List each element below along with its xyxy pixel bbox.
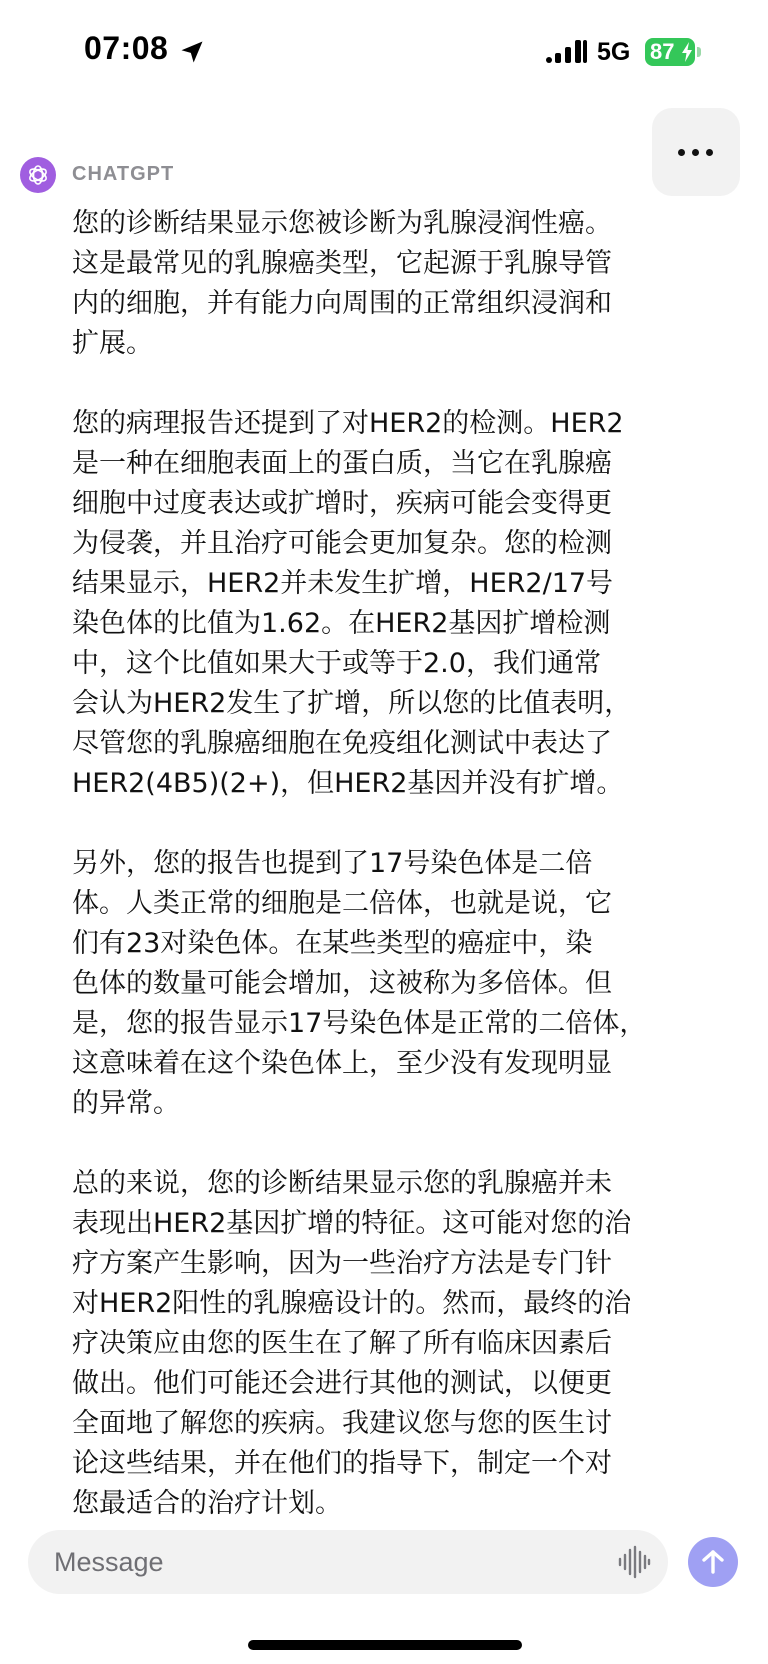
status-time: 07:08 [84,30,169,66]
openai-logo-icon [26,163,50,187]
message-paragraph: 另外，您的报告也提到了17号染色体是二倍 体。人类正常的细胞是二倍体，也就是说，它 们有23对染色体。在某些类型的癌症中，染 色体的数量可能会增加，这被称为多倍体。但 是，您的报告显示17号染色体是正常的二倍体， 这意味着在这个染色体上，至少没有发现明显 的异常。 [72,848,647,1119]
ellipsis-icon-dot [692,149,699,156]
assistant-message [72,204,720,1564]
message-composer [28,1530,668,1594]
message-paragraph: 您的诊断结果显示您被诊断为乳腺浸润性癌。 这是最常见的乳腺癌类型，它起源于乳腺导管 内的细胞，并有能力向周围的正常组织浸润和 扩展。 [72,208,612,359]
message-paragraph: 您的病理报告还提到了对HER2的检测。HER2 是一种在细胞表面上的蛋白质，当它在乳腺癌 细胞中过度表达或扩增时，疾病可能会变得更 为侵袭，并且治疗可能会更加复杂。您的检测 结果显示，HER2并未发生扩增，HER2/17号 染色体的比值为1.62。在HER2基因扩增检测 中，这个比值如果大于或等于2.0，我们通常 会认为HER2发生了扩增，所以您的比值表明， 尽管您的乳腺癌细胞在免疫组化测试中表达了 HER2(4B5)(2+)，但HER2基因并没有扩增。 [72,408,632,799]
battery-icon [645,38,695,66]
charging-bolt-icon [681,42,693,62]
voice-waveform-icon[interactable] [616,1544,652,1580]
arrow-up-icon [699,1548,727,1576]
location-arrow-icon [178,38,206,66]
message-paragraph: 总的来说，您的诊断结果显示您的乳腺癌并未 表现出HER2基因扩增的特征。这可能对您的治 疗方案产生影响，因为一些治疗方法是专门针 对HER2阳性的乳腺癌设计的。然而，最终的治 疗决策应由您的医生在了解了所有临床因素后 做出。他们可能还会进行其他的测试，以便更 全面地了解您的疾病。我建议您与您的医生讨 论这些结果，并在他们的指导下，制定一个对 您最适合的治疗计划。 [72,1168,632,1519]
more-options-button[interactable] [652,108,740,196]
signal-icon [545,38,587,64]
status-bar [0,0,768,100]
ellipsis-icon-dot [706,149,713,156]
battery-level: 87 [650,39,675,64]
message-input[interactable] [54,1542,594,1582]
network-type: 5G [597,38,631,66]
send-button[interactable] [688,1537,738,1587]
battery-tip [697,47,701,57]
home-indicator [248,1640,522,1650]
ellipsis-icon [678,149,685,156]
assistant-name: CHATGPT [72,163,175,185]
assistant-avatar [20,157,56,193]
